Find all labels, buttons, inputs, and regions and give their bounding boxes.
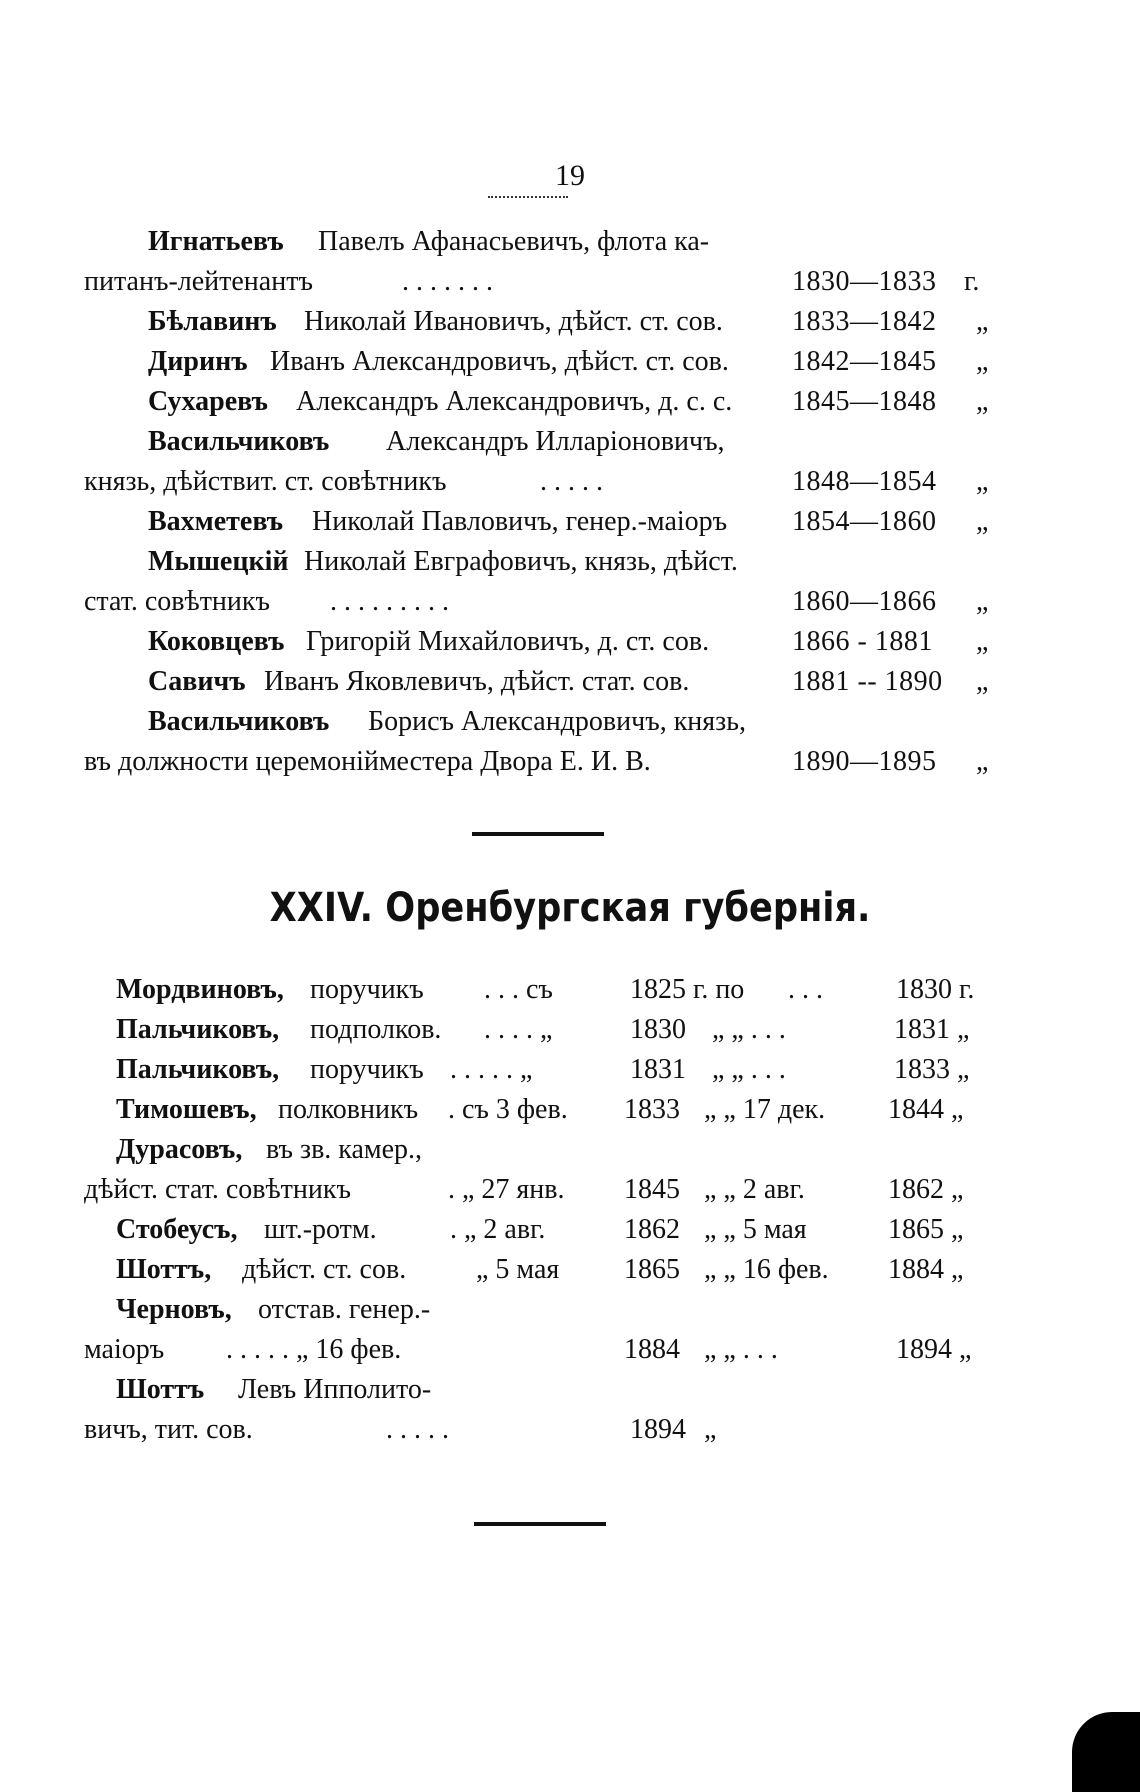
person-rank: шт.-ротм. [264, 1214, 377, 1245]
to-date: „ [704, 1414, 717, 1445]
term-years: 1854—1860 [792, 506, 937, 537]
person-name: Пальчиковъ, [116, 1014, 280, 1045]
list-item [0, 1290, 1140, 1330]
person-name: Диринъ [148, 346, 248, 377]
person-rank: поручикъ [310, 1054, 424, 1085]
list-item [0, 702, 1140, 742]
from-year: 1833 [624, 1094, 680, 1125]
list-item [0, 222, 1140, 262]
list-item [0, 1050, 1140, 1090]
person-details: Григорій Михайловичъ, д. ст. сов. [306, 626, 710, 657]
year-unit: „ [976, 386, 989, 417]
from-date: . съ 3 фев. [448, 1094, 568, 1125]
to-year: 1833 „ [894, 1054, 970, 1085]
term-years: 1845—1848 [792, 386, 937, 417]
year-unit: „ [976, 346, 989, 377]
person-name: Коковцевъ [148, 626, 285, 657]
list-item [0, 1410, 1140, 1450]
person-details: Николай Евграфовичъ, князь, дѣйст. [304, 546, 738, 577]
list-item [0, 622, 1140, 662]
year-unit: „ [976, 586, 989, 617]
person-details: Николай Павловичъ, генер.-маіоръ [312, 506, 728, 537]
to-date: „ „ 5 мая [704, 1214, 807, 1245]
continuation-text: питанъ-лейтенантъ [84, 266, 313, 297]
person-name: Черновъ, [116, 1294, 232, 1325]
leader-dots: . . . . . [540, 466, 603, 497]
year-unit: „ [976, 746, 989, 777]
person-name: Игнатьевъ [148, 226, 284, 257]
from-year: 1830 [630, 1014, 686, 1045]
continuation-text: дѣйст. стат. совѣтникъ [84, 1174, 351, 1205]
section-divider [472, 832, 604, 836]
continuation-text: въ должности церемонійместера Двора Е. И. В. [84, 746, 651, 777]
continuation-text: вичъ, тит. сов. [84, 1414, 253, 1445]
to-date: „ „ . . . [712, 1054, 786, 1085]
list-item [0, 1010, 1140, 1050]
year-unit: „ [976, 506, 989, 537]
term-years: 1848—1854 [792, 466, 937, 497]
person-details: Борисъ Александровичъ, князь, [368, 706, 746, 737]
from-year: 1894 [630, 1414, 686, 1445]
from-date: . . . . . [386, 1414, 449, 1445]
person-details: Павелъ Афанасьевичъ, флота ка- [318, 226, 710, 257]
list-item [0, 1330, 1140, 1370]
section-title: XXIV. Оренбургская губернія. [269, 885, 871, 931]
page-number-underline [488, 196, 568, 200]
from-year: 1862 [624, 1214, 680, 1245]
to-date: „ „ . . . [704, 1334, 778, 1365]
person-name: Савичъ [148, 666, 246, 697]
person-rank: Левъ Ипполито- [238, 1374, 432, 1405]
to-year: 1894 „ [896, 1334, 972, 1365]
list-item [0, 582, 1140, 622]
from-year: 1865 [624, 1254, 680, 1285]
list-item [0, 502, 1140, 542]
person-rank: дѣйст. ст. сов. [242, 1254, 407, 1285]
leader-dots: . . . . . . . [402, 266, 493, 297]
leader-dots: . . . . . . . . . [330, 586, 449, 617]
from-date: . „ 2 авг. [450, 1214, 546, 1245]
from-date: . . . . . „ [450, 1054, 533, 1085]
year-unit: „ [976, 466, 989, 497]
to-year: 1844 „ [888, 1094, 964, 1125]
to-year: 1831 „ [894, 1014, 970, 1045]
person-details: Иванъ Александровичъ, дѣйст. ст. сов. [270, 346, 729, 377]
person-name: Васильчиковъ [148, 426, 330, 457]
list-item [0, 742, 1140, 782]
to-year: 1865 „ [888, 1214, 964, 1245]
term-years: 1842—1845 [792, 346, 937, 377]
list-item [0, 1210, 1140, 1250]
list-item [0, 1090, 1140, 1130]
list-item [0, 970, 1140, 1010]
person-name: Мордвиновъ, [116, 974, 284, 1005]
from-date: . . . . „ [484, 1014, 553, 1045]
to-date: . . . [788, 974, 823, 1005]
from-year: 1831 [630, 1054, 686, 1085]
list-item [0, 542, 1140, 582]
to-year: 1830 г. [896, 974, 975, 1005]
person-name: Дурасовъ, [116, 1134, 243, 1165]
list-item [0, 342, 1140, 382]
scan-corner-artifact [1072, 1712, 1140, 1792]
to-year: 1884 „ [888, 1254, 964, 1285]
person-rank: отстав. генер.- [258, 1294, 431, 1325]
year-unit: „ [976, 666, 989, 697]
term-years: 1890—1895 [792, 746, 937, 777]
to-year: 1862 „ [888, 1174, 964, 1205]
year-unit: „ [976, 626, 989, 657]
from-date: . . . . . „ 16 фев. [226, 1334, 402, 1365]
list-item [0, 302, 1140, 342]
person-details: Александръ Илларіоновичъ, [386, 426, 725, 457]
list-item [0, 1170, 1140, 1210]
from-year: 1845 [624, 1174, 680, 1205]
year-unit: „ [976, 306, 989, 337]
list-item [0, 382, 1140, 422]
person-details: Николай Ивановичъ, дѣйст. ст. сов. [304, 306, 723, 337]
person-rank: въ зв. камер., [266, 1134, 423, 1165]
to-date: „ „ 17 дек. [704, 1094, 826, 1125]
person-name: Васильчиковъ [148, 706, 330, 737]
to-date: „ „ 16 фев. [704, 1254, 829, 1285]
from-date: „ 5 мая [476, 1254, 560, 1285]
person-name: Бѣлавинъ [148, 306, 277, 337]
term-years: 1881 -- 1890 [792, 666, 943, 697]
term-years: 1833—1842 [792, 306, 937, 337]
to-date: „ „ . . . [712, 1014, 786, 1045]
person-name: Пальчиковъ, [116, 1054, 280, 1085]
list-item [0, 1250, 1140, 1290]
person-name: Шоттъ [116, 1374, 205, 1405]
continuation-text: стат. совѣтникъ [84, 586, 270, 617]
person-details: Иванъ Яковлевичъ, дѣйст. стат. сов. [264, 666, 690, 697]
list-item [0, 462, 1140, 502]
term-years: 1860—1866 [792, 586, 937, 617]
year-unit: г. [964, 266, 980, 297]
person-rank: поручикъ [310, 974, 424, 1005]
from-date: . „ 27 янв. [448, 1174, 565, 1205]
continuation-text: князь, дѣйствит. ст. совѣтникъ [84, 466, 447, 497]
person-name: Стобеусъ, [116, 1214, 238, 1245]
person-rank: подполков. [310, 1014, 442, 1045]
from-date: . . . съ [484, 974, 553, 1005]
person-name: Шоттъ, [116, 1254, 212, 1285]
person-name: Сухаревъ [148, 386, 268, 417]
page-number: 19 [555, 159, 585, 192]
end-divider [474, 1522, 606, 1526]
person-details: Александръ Александровичъ, д. с. с. [296, 386, 733, 417]
person-name: Вахметевъ [148, 506, 284, 537]
list-item [0, 422, 1140, 462]
list-item [0, 662, 1140, 702]
person-rank: полковникъ [278, 1094, 419, 1125]
list-item [0, 262, 1140, 302]
list-item [0, 1130, 1140, 1170]
person-name: Мышецкій [148, 546, 289, 577]
term-years: 1866 - 1881 [792, 626, 933, 657]
to-date: „ „ 2 авг. [704, 1174, 805, 1205]
from-year: 1825 г. по [630, 974, 745, 1005]
person-name: Тимошевъ, [116, 1094, 257, 1125]
list-item [0, 1370, 1140, 1410]
term-years: 1830—1833 [792, 266, 937, 297]
from-year: 1884 [624, 1334, 680, 1365]
continuation-text: маіоръ [84, 1334, 165, 1365]
